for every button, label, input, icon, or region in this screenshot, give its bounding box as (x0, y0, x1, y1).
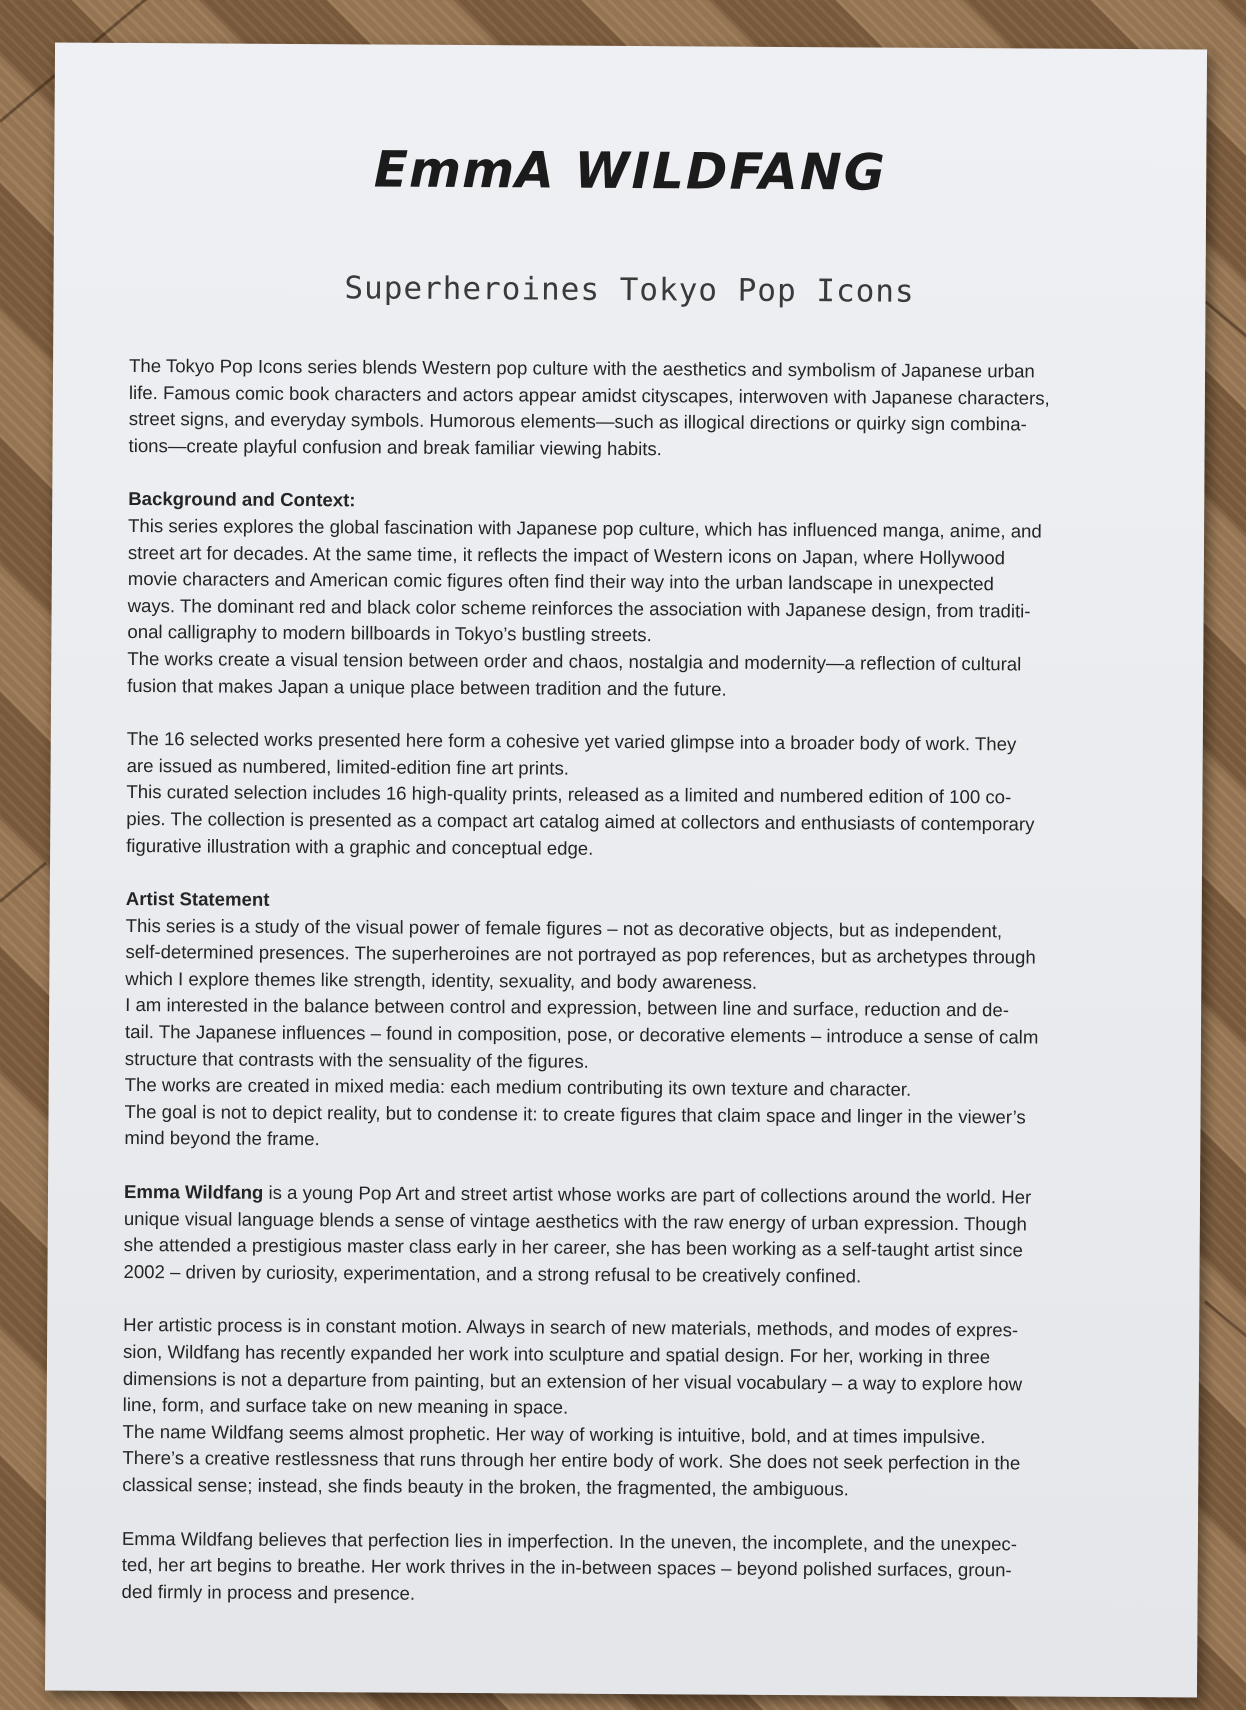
document-body (121, 353, 1139, 1638)
floor-seam (0, 862, 47, 903)
text-line: This curated selection includes 16 high-quality prints, released as a limited and numbered edition of 100 co- (126, 781, 1012, 808)
text-line: sion, Wildfang has recently expanded her work into sculpture and spatial design. For her, working in three (122, 1340, 991, 1368)
text-line: ded firmly in process and presence. (121, 1580, 416, 1604)
text-line: classical sense; instead, she finds beauty in the broken, the fragmented, the ambiguous. (122, 1473, 849, 1500)
background-heading: Background and Context: (128, 488, 356, 511)
text-line: dimensions is not a departure from painting, but an extension of her visual vocabulary – a way to explore how (122, 1367, 1023, 1395)
closing-paragraph (121, 1525, 1131, 1611)
text-line: street signs, and everyday symbols. Humorous elements—such as illogical directions or quirky sign combina- (128, 408, 1027, 435)
bio-paragraph (123, 1179, 1134, 1292)
text-line: line, form, and surface take on new meaning in space. (122, 1394, 569, 1418)
text-line: tions—create playful confusion and break familiar viewing habits. (128, 434, 662, 459)
text-line: The Tokyo Pop Icons series blends Western pop culture with the aesthetics and symbolism of Japanese urban (129, 354, 1035, 382)
background-section (127, 486, 1138, 705)
text-line: life. Famous comic book characters and actors appear amidst cityscapes, interwoven with Japanese characters, (128, 381, 1050, 409)
text-line: self-determined presences. The superheroines are not portrayed as pop references, but as archetypes through (125, 941, 1036, 968)
text-line: Emma Wildfang believes that perfection lies in imperfection. In the uneven, the incomplete, and the unexpec- (121, 1527, 1018, 1554)
intro-paragraph (128, 353, 1139, 466)
text-line: structure that contrasts with the sensuality of the figures. (124, 1047, 589, 1072)
floor-seam (1204, 1300, 1246, 1341)
logo-first-text: EmmA (373, 140, 556, 200)
text-line: There’s a creative restlessness that runs through her entire body of work. She does not seek perfection in the (122, 1447, 1021, 1474)
text-line: The 16 selected works presented here form a cohesive yet varied glimpse into a broader body of work. They (126, 728, 1017, 755)
logo-first-name (374, 140, 555, 199)
text-line: The name Wildfang seems almost prophetic. Her way of working is intuitive, bold, and at times impulsive. (122, 1420, 986, 1447)
artist-logo (54, 138, 1206, 203)
text-line: which I explore themes like strength, identity, sexuality, and body awareness. (125, 967, 758, 993)
document-subtitle: Superheroines Tokyo Pop Icons (344, 270, 915, 310)
process-paragraph (122, 1312, 1133, 1504)
floor-seam (1204, 300, 1246, 341)
text-line: ted, her art begins to breathe. Her work thrives in the in-between spaces – beyond polished surfaces, groun- (121, 1554, 1012, 1581)
text-line: pies. The collection is presented as a compact art catalog aimed at collectors and enthusiasts of contemporary (126, 807, 1035, 835)
bio-first-line-rest: is a young Pop Art and street artist whose works are part of collections around the world. Her (263, 1181, 1032, 1208)
text-line: This series explores the global fascination with Japanese pop culture, which has influenced manga, anime, and (128, 514, 1042, 542)
text-line: The works create a visual tension between order and chaos, nostalgia and modernity—a reflection of cultural (127, 647, 1022, 675)
text-line: street art for decades. At the same time, it reflects the impact of Western icons on Japan, where Hollywood (127, 541, 1006, 568)
text-line: The works are created in mixed media: each medium contributing its own texture and character. (124, 1074, 912, 1100)
text-line: unique visual language blends a sense of vintage aesthetics with the raw energy of urban expression. Though (123, 1207, 1027, 1235)
artist-name: Emma Wildfang (123, 1180, 264, 1203)
text-line: 2002 – driven by curiosity, experimentation, and a strong refusal to be creatively confined. (123, 1260, 862, 1287)
text-line: mind beyond the frame. (124, 1127, 320, 1150)
text-line: The goal is not to depict reality, but to condense it: to create figures that claim space and linger in the viewer’s (124, 1100, 1026, 1128)
text-line: figurative illustration with a graphic and conceptual edge. (126, 834, 594, 859)
text-line: I am interested in the balance between control and expression, between line and surface, reduction and de- (125, 994, 1009, 1021)
text-line: she attended a prestigious master class early in her career, she has been working as a self-taught artist since (123, 1234, 1023, 1261)
logo-last-name: WILDFANG (574, 141, 887, 202)
text-line: are issued as numbered, limited-edition fine art prints. (126, 754, 570, 779)
text-line: This series is a study of the visual power of female figures – not as decorative objects, but as independent, (125, 914, 1003, 941)
text-line: onal calligraphy to modern billboards in Tokyo’s bustling streets. (127, 621, 652, 646)
artist-statement-heading: Artist Statement (125, 888, 270, 910)
text-line: tail. The Japanese influences – found in composition, pose, or decorative elements – introduce a sense of calm (124, 1021, 1039, 1048)
text-line: movie characters and American comic figures often find their way into the urban landscape in unexpected (127, 568, 994, 595)
text-line: Her artistic process is in constant motion. Always in search of new materials, methods, and modes of expres- (123, 1314, 1019, 1341)
artist-statement-section (124, 886, 1136, 1158)
selection-paragraph (126, 726, 1137, 865)
document-sheet (45, 42, 1207, 1697)
text-line: fusion that makes Japan a unique place between tradition and the future. (127, 674, 727, 700)
text-line: ways. The dominant red and black color scheme reinforces the association with Japanese design, from traditi- (127, 594, 1031, 622)
